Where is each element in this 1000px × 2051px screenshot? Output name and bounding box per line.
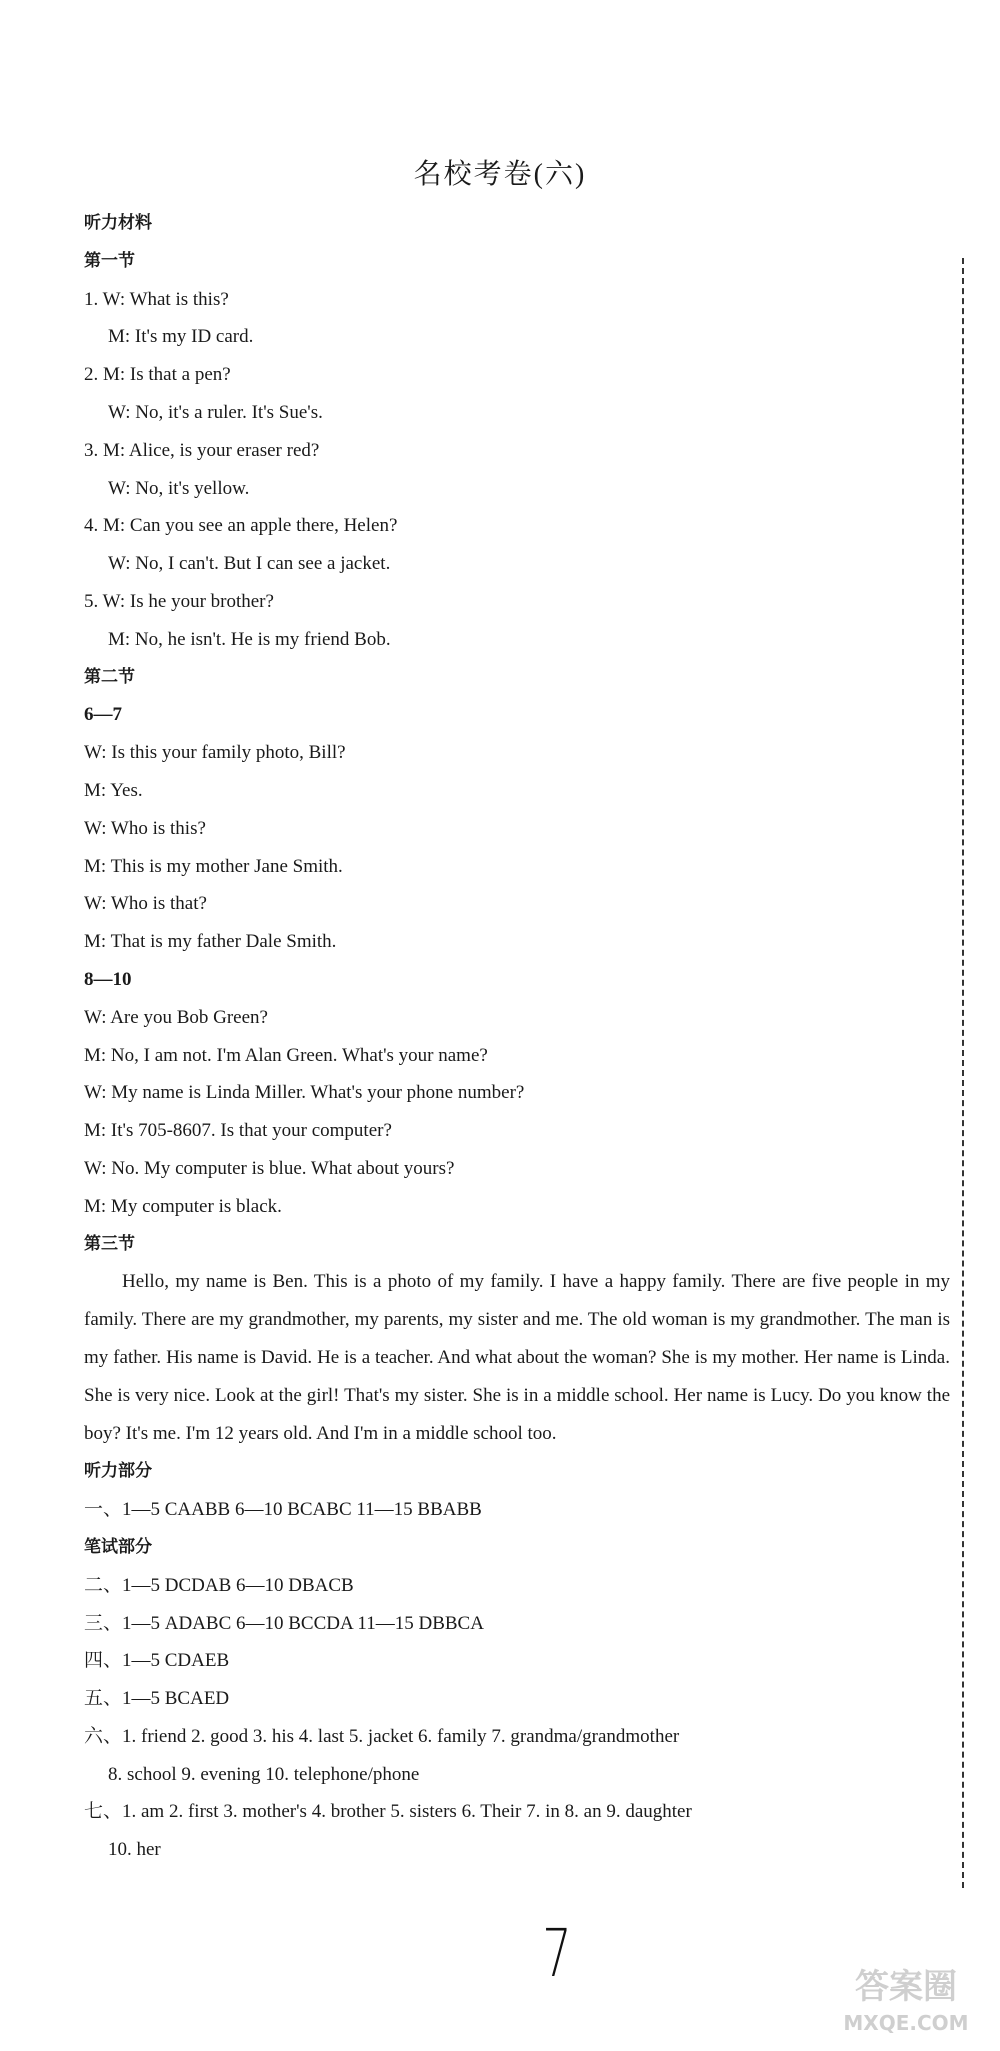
dialogue-line: M: That is my father Dale Smith. [84,931,337,953]
dialogue-line: M: This is my mother Jane Smith. [84,855,343,877]
answer-content [84,205,954,1869]
dialogue-line: W: Who is that? [84,893,207,915]
dialogue-line: M: No, I am not. I'm Alan Green. What's your name? [84,1044,488,1066]
dialogue-line: W: My name is Linda Miller. What's your phone number? [84,1082,525,1104]
dialogue-line: 2. M: Is that a pen? [84,364,231,386]
watermark-top-text: 答案圈 [855,1967,957,2007]
listening-material-header: 听力材料 [84,213,152,233]
answer-line-part3: 三、1—5 ADABC 6—10 BCCDA 11—15 DBBCA [84,1612,484,1634]
dialogue-line: M: It's 705-8607. Is that your computer? [84,1120,392,1142]
page-title: 名校考卷(六) [413,159,587,190]
answer-line-part5: 五、1—5 BCAED [84,1688,230,1710]
answer-line-part4: 四、1—5 CDAEB [84,1650,230,1672]
listening-answers-header: 听力部分 [84,1461,152,1482]
section3-header: 第三节 [84,1233,135,1254]
dialogue-line: M: Yes. [84,779,143,801]
watermark-bottom-text: MXQE.COM [843,2011,969,2035]
dialogue-line: 5. W: Is he your brother? [84,590,274,612]
watermark-logo [826,1960,986,2040]
dialogue-line: M: No, he isn't. He is my friend Bob. [108,628,391,650]
answer-line-part2: 二、1—5 DCDAB 6—10 DBACB [84,1574,354,1596]
answer-line-part1: 一、1—5 CAABB 6—10 BCABC 11—15 BBABB [84,1499,482,1521]
section1-header: 第一节 [84,250,135,271]
dialogue-line: W: Who is this? [84,817,206,839]
group-label: 6—7 [84,704,122,726]
dialogue-line: W: No, I can't. But I can see a jacket. [108,553,391,575]
binding-margin-line [962,258,964,1888]
dialogue-line: 3. M: Alice, is your eraser red? [84,439,320,461]
answer-line-part6: 六、1. friend 2. good 3. his 4. last 5. jacket 6. family 7. grandma/grandmother [84,1725,680,1747]
section2-header: 第二节 [84,666,135,687]
dialogue-line: W: No, it's a ruler. It's Sue's. [108,401,323,423]
dialogue-line: 4. M: Can you see an apple there, Helen? [84,515,398,537]
answer-line-part7: 七、1. am 2. first 3. mother's 4. brother 5. sisters 6. Their 7. in 8. an 9. daughter [84,1801,692,1823]
answer-line-part6-cont: 8. school 9. evening 10. telephone/phone [108,1763,420,1785]
dialogue-line: 1. W: What is this? [84,288,229,310]
dialogue-line: W: Is this your family photo, Bill? [84,742,346,764]
dialogue-line: M: My computer is black. [84,1195,282,1217]
dialogue-line: W: No, it's yellow. [108,477,250,499]
handwritten-page-number: 7 [542,1915,572,1992]
passage-paragraph: Hello, my name is Ben. This is a photo of my family. I have a happy family. There are five people in my family. There are my grandmother, my parents, my sister and me. The old woman is my grandmother. The man is my father. His name is David. He is a teacher. And what about the woman? She is my mother. Her name is Linda. She is very nice. Look at the girl! That's my sister. She is in a middle school. Her name is Lucy. Do you know the boy? It's me. I'm 12 years old. And I'm in a middle school too. [84,1271,950,1445]
answer-line-part7-cont: 10. her [108,1839,161,1861]
dialogue-line: W: Are you Bob Green? [84,1006,268,1028]
dialogue-line: W: No. My computer is blue. What about yours? [84,1157,455,1179]
dialogue-line: M: It's my ID card. [108,326,254,348]
written-answers-header: 笔试部分 [84,1536,152,1557]
group-label: 8—10 [84,968,132,990]
